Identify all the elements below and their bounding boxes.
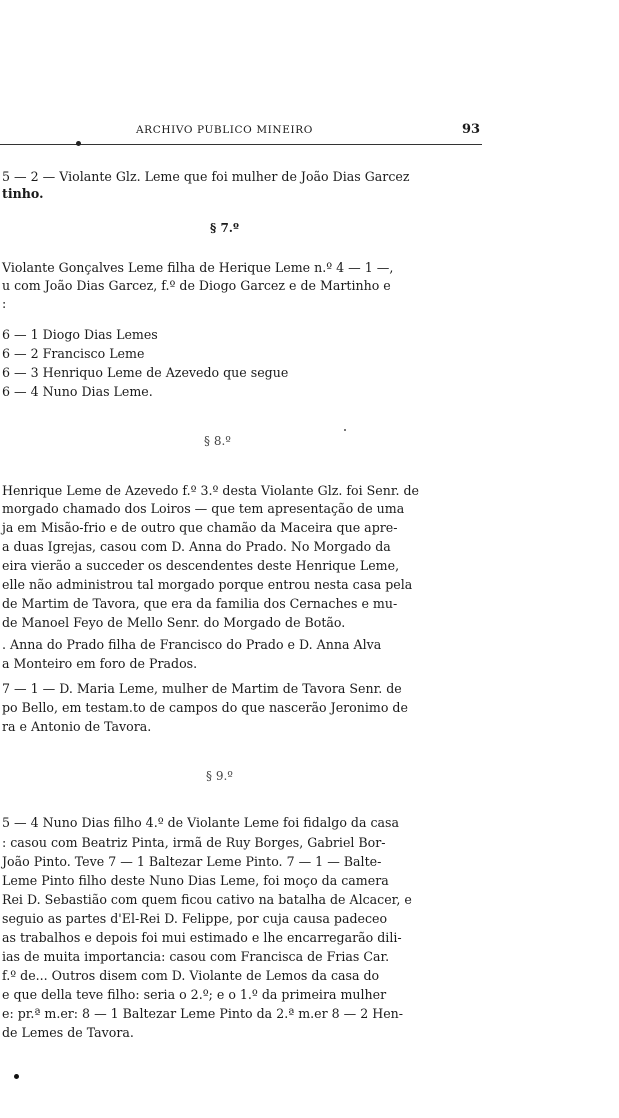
section-heading-8: § 8.º: [204, 434, 231, 448]
list-item: 6 — 3 Henriquo Leme de Azevedo que segue: [2, 365, 289, 380]
paragraph-line: ra e Antonio de Tavora.: [2, 719, 152, 734]
paragraph-line: Leme Pinto filho deste Nuno Dias Leme, foi moço da camera: [2, 873, 389, 888]
paragraph-line: morgado chamado dos Loiros — que tem apresentação de uma: [2, 501, 405, 516]
paragraph-line: 7 — 1 — D. Maria Leme, mulher de Martim de Tavora Senr. de: [2, 681, 402, 696]
print-speck: [344, 429, 346, 431]
paragraph-line: 5 — 4 Nuno Dias filho 4.º de Violante Leme foi fidalgo da casa: [2, 815, 400, 830]
paragraph-line: : casou com Beatriz Pinta, irmã de Ruy Borges, Gabriel Bor-: [2, 835, 386, 850]
intro-line: tinho.: [2, 186, 44, 201]
paragraph-line: e: pr.ª m.er: 8 — 1 Baltezar Leme Pinto da 2.ª m.er 8 — 2 Hen-: [2, 1006, 404, 1021]
section-heading-7: § 7.º: [210, 221, 239, 235]
intro-line: 5 — 2 — Violante Glz. Leme que foi mulher de João Dias Garcez: [2, 169, 410, 184]
section-heading-9: § 9.º: [206, 769, 233, 783]
paragraph-line: Rei D. Sebastião com quem ficou cativo na batalha de Alcacer, e: [2, 892, 412, 907]
paragraph-line: a duas Igrejas, casou com D. Anna do Prado. No Morgado da: [2, 539, 391, 554]
page-number: 93: [462, 122, 481, 137]
paragraph-line: . Anna do Prado filha de Francisco do Prado e D. Anna Alva: [2, 637, 382, 652]
header-rule: [0, 144, 482, 145]
journal-title: ARCHIVO PUBLICO MINEIRO: [136, 124, 313, 136]
page-bullet: [14, 1074, 19, 1079]
paragraph-line: elle não administrou tal morgado porque entrou nesta casa pela: [2, 577, 413, 592]
paragraph-line: f.º de... Outros disem com D. Violante de Lemos da casa do: [2, 968, 380, 983]
list-item: 6 — 2 Francisco Leme: [2, 346, 145, 361]
list-item: 6 — 4 Nuno Dias Leme.: [2, 384, 153, 399]
list-item: 6 — 1 Diogo Dias Lemes: [2, 327, 158, 342]
paragraph-line: ja em Misão-frio e de outro que chamão da Maceira que apre-: [2, 520, 398, 535]
paragraph-line: u com João Dias Garcez, f.º de Diogo Garcez e de Martinho e: [2, 278, 391, 293]
paragraph-line: ias de muita importancia: casou com Francisca de Frias Car.: [2, 949, 390, 964]
paragraph-line: Violante Gonçalves Leme filha de Herique Leme n.º 4 — 1 —,: [2, 260, 394, 275]
paragraph-line: eira vierão a succeder os descendentes deste Henrique Leme,: [2, 558, 400, 573]
header-rule-dot: [76, 141, 81, 146]
paragraph-line: de Martim de Tavora, que era da familia dos Cernaches e mu-: [2, 596, 398, 611]
paragraph-line: a Monteiro em foro de Prados.: [2, 656, 198, 671]
paragraph-line: Henrique Leme de Azevedo f.º 3.º desta Violante Glz. foi Senr. de: [2, 483, 419, 498]
paragraph-line: de Manoel Feyo de Mello Senr. do Morgado de Botão.: [2, 615, 346, 630]
paragraph-line: João Pinto. Teve 7 — 1 Baltezar Leme Pinto. 7 — 1 — Balte-: [2, 854, 382, 869]
paragraph-line: e que della teve filho: seria o 2.º; e o 1.º da primeira mulher: [2, 987, 387, 1002]
paragraph-line: :: [2, 296, 7, 311]
paragraph-line: seguio as partes d'El-Rei D. Felippe, por cuja causa padeceo: [2, 911, 388, 926]
running-header: [0, 124, 482, 146]
paragraph-line: as trabalhos e depois foi mui estimado e lhe encarregarão dili-: [2, 930, 402, 945]
paragraph-line: de Lemes de Tavora.: [2, 1025, 134, 1040]
paragraph-line: po Bello, em testam.to de campos do que nascerão Jeronimo de: [2, 700, 408, 715]
